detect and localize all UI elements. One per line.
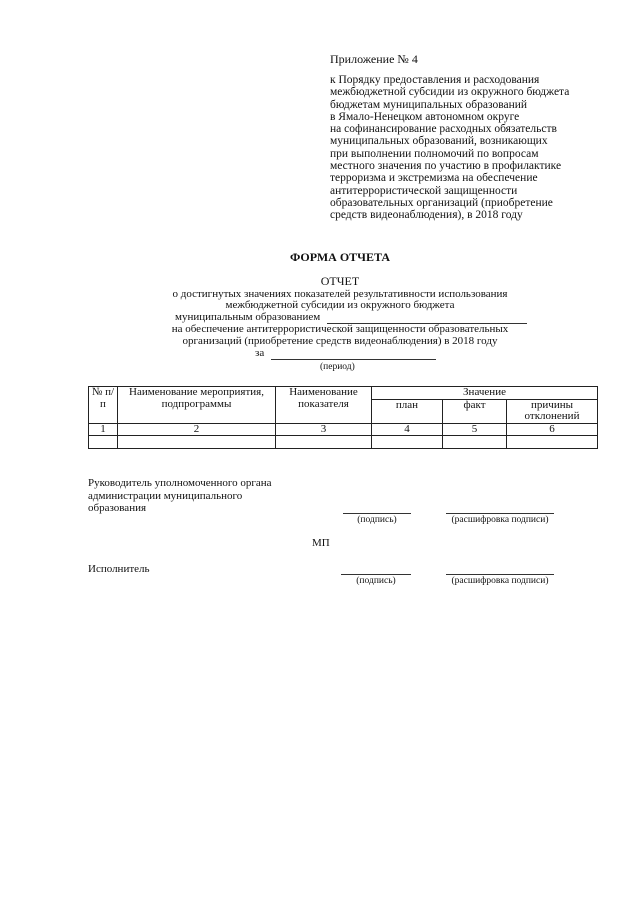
executor-label: Исполнитель (88, 563, 150, 575)
period-line (255, 348, 436, 360)
table-cell[interactable] (372, 435, 443, 448)
appendix-title: Приложение № 4 (330, 52, 418, 66)
appendix-line: при выполнении полномочий по вопросам (330, 147, 539, 160)
municipality-label: муниципальным образованием (175, 311, 321, 323)
table-cell[interactable] (507, 435, 598, 448)
appendix-line: на софинансирование расходных обязательств (330, 123, 557, 136)
appendix-line: средств видеонаблюдения), в 2018 году (330, 209, 523, 222)
head-signature-line[interactable] (343, 513, 411, 514)
executor-decoding-line[interactable] (446, 574, 554, 575)
head-signatory (88, 477, 272, 515)
table-cell[interactable] (89, 435, 118, 448)
executor-signature-line[interactable] (341, 574, 411, 575)
table-cell[interactable] (276, 435, 372, 448)
header-plan: план (372, 399, 443, 423)
col-number: 4 (372, 423, 443, 435)
table-number-row (89, 423, 598, 435)
header-event: Наименование мероприятия, подпрограммы (118, 387, 276, 424)
form-title: ФОРМА ОТЧЕТА (289, 250, 391, 264)
period-prefix: за (255, 347, 265, 359)
col-number: 2 (118, 423, 276, 435)
appendix-line: антитеррористической защищенности (330, 184, 518, 197)
table-cell[interactable] (118, 435, 276, 448)
report-line-2: межбюджетной субсидии из окружного бюджета (225, 299, 455, 311)
head-decoding-caption: (расшифровка подписи) (451, 515, 549, 525)
head-signature-caption: (подпись) (357, 515, 397, 525)
header-value: Значение (372, 387, 598, 400)
period-blank[interactable] (271, 359, 436, 360)
appendix-line: бюджетам муниципальных образований (330, 98, 528, 111)
col-number: 3 (276, 423, 372, 435)
report-line-1: о достигнутых значениях показателей результативности использования (172, 288, 508, 300)
head-decoding-line[interactable] (446, 513, 554, 514)
appendix-line: в Ямало-Ненецком автономном округе (330, 110, 520, 123)
report-line-3 (175, 312, 527, 324)
head-line: администрации муниципального (88, 489, 243, 502)
appendix-line: терроризма и экстремизма на обеспечение (330, 172, 538, 185)
appendix-line: образовательных организаций (приобретение (330, 196, 553, 209)
header-fact: факт (443, 399, 507, 423)
stamp-mark: МП (312, 537, 330, 549)
appendix-line: местного значения по участию в профилактике (330, 160, 562, 173)
head-line: Руководитель уполномоченного органа (88, 477, 272, 489)
report-table (88, 386, 598, 449)
report-line-4: на обеспечение антитеррористической защищенности образовательных (171, 323, 509, 335)
report-line-5: организаций (приобретение средств видеонаблюдения) в 2018 году (182, 335, 498, 347)
appendix-text (330, 74, 630, 222)
header-reasons: причины отклонений (507, 399, 598, 423)
col-number: 5 (443, 423, 507, 435)
executor-decoding-caption: (расшифровка подписи) (451, 576, 549, 586)
table-row (89, 435, 598, 448)
table-header-row (89, 387, 598, 400)
appendix-line: муниципальных образований, возникающих (330, 135, 548, 148)
col-number: 6 (507, 423, 598, 435)
header-indicator: Наименование показателя (276, 387, 372, 424)
appendix-line: межбюджетной субсидии из окружного бюджета (330, 86, 570, 99)
appendix-line: к Порядку предоставления и расходования (330, 74, 540, 86)
header-num: № п/п (89, 387, 118, 424)
table-cell[interactable] (443, 435, 507, 448)
col-number: 1 (89, 423, 118, 435)
head-line: образования (88, 502, 147, 514)
period-caption: (период) (320, 362, 355, 372)
report-heading: ОТЧЕТ (320, 274, 360, 288)
executor-signature-caption: (подпись) (356, 576, 396, 586)
